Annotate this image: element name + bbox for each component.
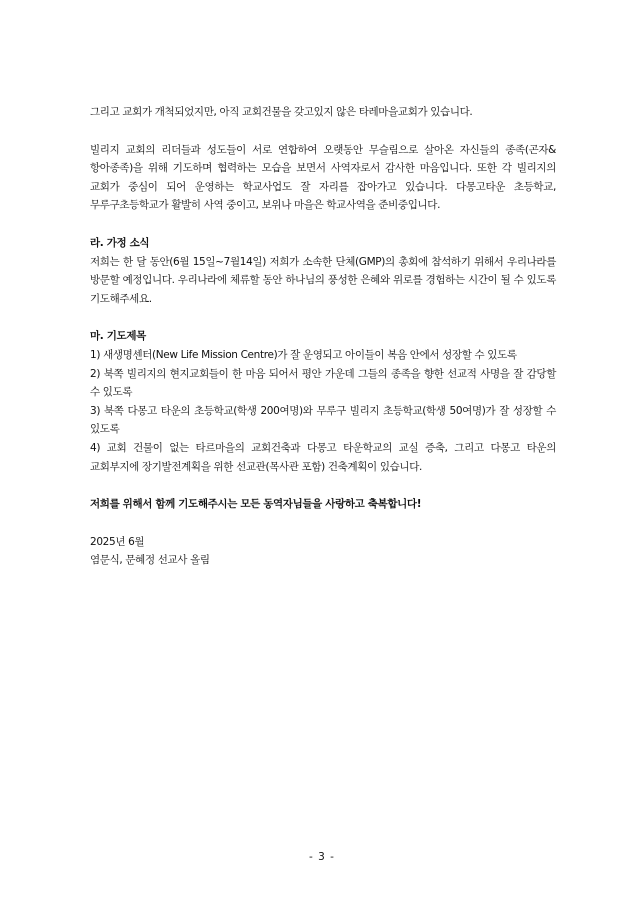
prayer-item-1: 1) 새생명센터(New Life Mission Centre)가 잘 운영되고 아이들이 복음 안에서 성장할 수 있도록 <box>90 348 517 361</box>
closing-message: 저희를 위해서 함께 기도해주시는 모든 동역자님들을 사랑하고 축복합니다! <box>90 498 422 511</box>
prayer-topics-heading: 마. 기도제목 <box>90 330 146 343</box>
signature-names: 염문식, 문혜정 선교사 올림 <box>90 554 210 567</box>
family-news-body: 저희는 한 달 동안(6월 15일~7월14일) 저희가 소속한 단체(GMP)의 총회에 참석하기 위해서 우리나라를 방문할 예정입니다. 우리나라에 체류할 동안 하나님의 풍성한 은혜와 위로를 경험하는 시간이 될 수 있도록 기도해주세요. <box>90 255 556 305</box>
prayer-item-4: 4) 교회 건물이 없는 타르마을의 교회건축과 다몽고 타운학교의 교실 증축, 그리고 다몽고 타운의 교회부지에 장기발전계획을 위한 선교관(목사관 포함) 건축계획이 있습니다. <box>90 441 556 473</box>
document-body <box>90 103 556 570</box>
prayer-item-2: 2) 북쪽 빌리지의 현지교회들이 한 마음 되어서 평안 가운데 그들의 종족을 향한 선교적 사명을 잘 감당할 수 있도록 <box>90 367 556 399</box>
family-news-heading: 라. 가정 소식 <box>90 236 150 249</box>
signature-date: 2025년 6월 <box>90 535 145 548</box>
page-number: - 3 - <box>309 851 335 863</box>
intro-paragraph: 그리고 교회가 개척되었지만, 아직 교회건물을 갖고있지 않은 타레마을교회가 있습니다. <box>90 106 473 118</box>
prayer-item-3: 3) 북쪽 다몽고 타운의 초등학교(학생 200여명)와 무루구 빌리지 초등학교(학생 50여명)가 잘 성장할 수 있도록 <box>90 404 556 436</box>
village-paragraph: 빌리지 교회의 리더들과 성도들이 서로 연합하여 오랫동안 무슬림으로 살아온 자신들의 종족(곤자&항아종족)을 위해 기도하며 협력하는 모습을 보면서 사역자로서 감사한 마음입니다. 또한 각 빌리지의 교회가 중심이 되어 운영하는 학교사업도 잘 자리를 잡아가고 있습니다. 다몽고타운 초등학교, 무루구초등학교가 활발히 사역 중이고, 보위나 마을은 학교사역을 준비중입니다. <box>90 143 556 212</box>
